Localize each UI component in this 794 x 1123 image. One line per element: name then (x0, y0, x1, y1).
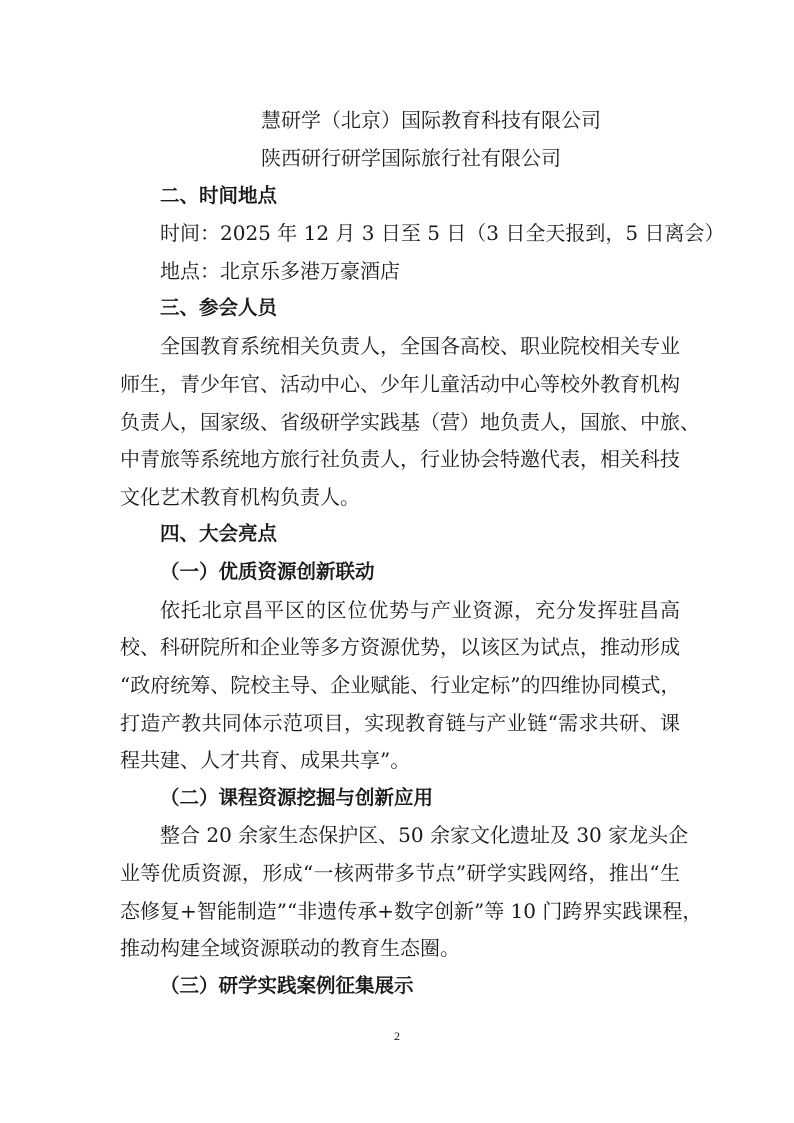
subsection-heading-2: （二）课程资源挖掘与创新应用 (160, 786, 434, 809)
section-heading-time-place: 二、时间地点 (160, 184, 278, 207)
sub2-line: 推动构建全域资源联动的教育生态圈。 (120, 936, 460, 960)
section-heading-highlights: 四、大会亮点 (160, 522, 278, 545)
sub2-line: 态修复+智能制造”“非遗传承+数字创新”等 10 门跨界实践课程， (120, 899, 703, 923)
sub2-line: 业等优质资源，形成“一核两带多节点”研学实践网络，推出“生 (120, 861, 680, 885)
attendees-line: 中青旅等系统地方旅行社负责人，行业协会特邀代表，相关科技 (120, 447, 680, 471)
attendees-line: 师生，青少年官、活动中心、少年儿童活动中心等校外教育机构 (120, 372, 680, 396)
attendees-line: 文化艺术教育机构负责人。 (120, 485, 360, 509)
sub1-line: 校、科研院所和企业等多方资源优势，以该区为试点，推动形成 (120, 635, 680, 659)
organizer-line-1: 慧研学（北京）国际教育科技有限公司 (261, 108, 601, 132)
subsection-heading-1: （一）优质资源创新联动 (160, 560, 375, 583)
attendees-line: 负责人，国家级、省级研学实践基（营）地负责人，国旅、中旅、 (120, 410, 700, 434)
attendees-line: 全国教育系统相关负责人，全国各高校、职业院校相关专业 (160, 334, 680, 358)
sub1-line: “政府统筹、院校主导、企业赋能、行业定标”的四维协同模式， (120, 673, 681, 697)
section-heading-attendees: 三、参会人员 (160, 296, 278, 319)
sub1-line: 程共建、人才共育、成果共享”。 (120, 748, 411, 772)
time-line: 时间：2025 年 12 月 3 日至 5 日（3 日全天报到，5 日离会） (160, 221, 725, 245)
page-number: 2 (394, 1029, 400, 1043)
subsection-heading-3: （三）研学实践案例征集展示 (160, 974, 414, 997)
sub2-line: 整合 20 余家生态保护区、50 余家文化遗址及 30 家龙头企 (160, 823, 689, 847)
sub1-line: 打造产教共同体示范项目，实现教育链与产业链“需求共研、课 (120, 711, 680, 735)
organizer-line-2: 陕西研行研学国际旅行社有限公司 (261, 146, 561, 170)
sub1-line: 依托北京昌平区的区位优势与产业资源，充分发挥驻昌高 (160, 598, 680, 622)
place-line: 地点：北京乐多港万豪酒店 (160, 259, 400, 283)
